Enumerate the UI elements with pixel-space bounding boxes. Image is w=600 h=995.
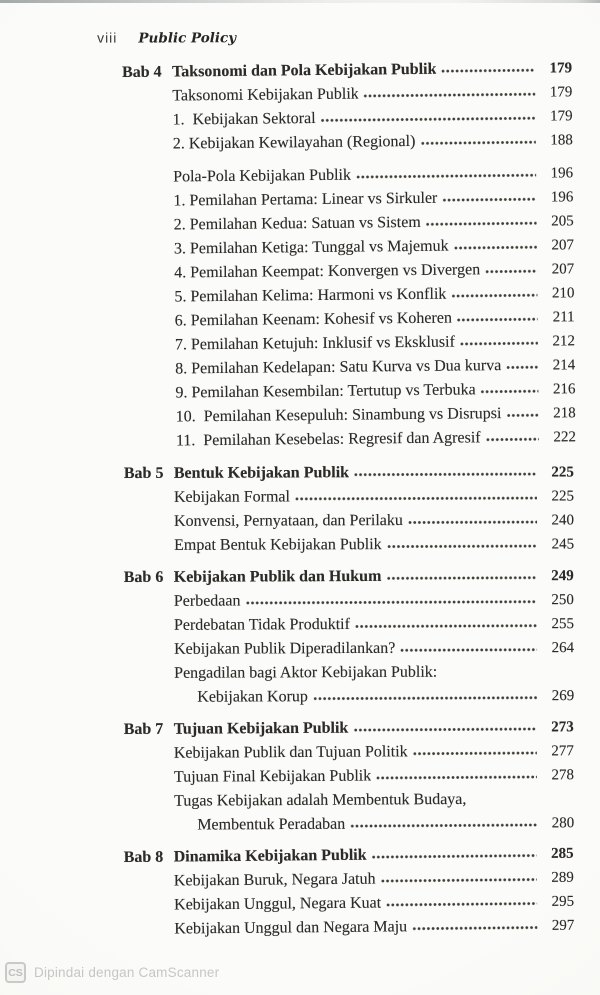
page-number: 297 (551, 917, 575, 934)
toc-group (123, 161, 576, 454)
toc-entry (123, 128, 573, 157)
chapter-label: Bab 5 (123, 464, 164, 483)
page-number: 245 (551, 536, 575, 553)
entry-text: Tugas Kebijakan adalah Membentuk Budaya, (174, 790, 467, 810)
entry-text: Kebijakan Publik dan Tujuan Politik (173, 743, 408, 762)
page-number: 210 (551, 285, 575, 302)
entry-text: Pengadilan bagi Aktor Kebijakan Publik: (174, 663, 438, 682)
entry-text: 4. Pemilahan Keempat: Konvergen vs Divergen (174, 261, 481, 282)
toc-group (122, 80, 573, 157)
page-number: 214 (552, 357, 576, 374)
dot-leader (451, 293, 537, 299)
dot-leader (376, 774, 537, 780)
toc-chapter (124, 842, 575, 942)
dot-leader (457, 317, 538, 323)
toc-entry (124, 811, 574, 838)
toc-entry (124, 484, 574, 510)
page-number: 207 (551, 261, 575, 278)
entry-text: 9. Pemilahan Kesembilan: Tertutup vs Terbuka (175, 381, 476, 402)
toc-group (124, 866, 575, 942)
page-number: 278 (551, 767, 575, 784)
chapter-label: Bab 7 (123, 720, 164, 739)
dot-leader (485, 269, 537, 275)
toc-entry (124, 508, 574, 534)
toc-entry (124, 588, 574, 614)
page-number: 255 (551, 616, 574, 633)
toc-group (124, 484, 574, 558)
entry-text: Kebijakan Korup (197, 688, 308, 706)
chapter-title: Bentuk Kebijakan Publik (173, 464, 350, 482)
table-of-contents (121, 60, 576, 942)
page-number: 295 (551, 893, 575, 910)
toc-group (124, 588, 575, 710)
dot-leader (426, 221, 537, 227)
entry-text: 1. Kebijakan Sektoral (172, 109, 316, 129)
page-number: 273 (551, 719, 574, 736)
entry-text: 8. Pemilahan Kedelapan: Satu Kurva vs Dua kurva (175, 357, 502, 378)
toc-chapter (124, 460, 574, 558)
dot-leader (350, 822, 537, 828)
entry-text: Konvensi, Pernyataan, dan Perilaku (174, 512, 403, 530)
toc-chapter (122, 56, 576, 454)
page-number: 196 (550, 165, 574, 182)
entry-text: 2. Kebijakan Kewilayahan (Regional) (172, 132, 416, 153)
page-number: 207 (551, 237, 574, 254)
toc-entry (124, 787, 574, 814)
page-number: 222 (553, 429, 576, 446)
dot-leader (386, 901, 537, 907)
page-number: 179 (549, 108, 573, 125)
dot-leader (413, 750, 537, 756)
entry-text: Kebijakan Buruk, Negara Jatuh (173, 870, 376, 890)
dot-leader (412, 925, 537, 931)
dot-leader (356, 173, 536, 180)
dot-leader (408, 520, 537, 525)
dot-leader (506, 365, 538, 370)
page-number: 216 (552, 381, 576, 398)
dot-leader (354, 472, 537, 478)
dot-leader (245, 599, 536, 605)
toc-chapter (124, 715, 575, 838)
page-number: 289 (551, 869, 574, 886)
toc-chapter (124, 564, 575, 710)
chapter-title: Tujuan Kebijakan Publik (173, 719, 349, 738)
entry-text: Perdebatan Tidak Produktif (173, 616, 350, 634)
dot-leader (372, 853, 537, 860)
toc-entry (124, 684, 574, 710)
page-number: 264 (551, 640, 575, 657)
page-number: 188 (550, 132, 573, 149)
page-number: 196 (550, 189, 574, 206)
dot-leader (355, 623, 537, 629)
chapter-title: Dinamika Kebijakan Publik (173, 846, 367, 866)
entry-text: Taksonomi Kebijakan Publik (172, 85, 359, 105)
chapter-label: Bab 4 (121, 63, 162, 82)
toc-entry (126, 425, 576, 454)
toc-entry (124, 636, 574, 662)
entry-text: 5. Pemilahan Kelima: Harmoni vs Konflik (174, 285, 447, 306)
dot-leader (442, 197, 536, 203)
toc-entry (124, 612, 574, 638)
toc-entry (124, 763, 574, 790)
page-number: 179 (549, 60, 573, 77)
page-number: 205 (551, 213, 574, 230)
entry-text: Kebijakan Publik Diperadilankan? (174, 639, 396, 658)
page-number: 212 (552, 333, 575, 350)
entry-text: Kebijakan Unggul, Negara Kuat (174, 894, 382, 914)
page-header (0, 0, 600, 47)
entry-text: Perbedaan (173, 592, 241, 610)
page-number: 250 (551, 592, 574, 609)
page-number: 225 (551, 488, 574, 505)
page-number: 179 (549, 84, 573, 101)
chapter-title: Kebijakan Publik dan Hukum (173, 567, 382, 586)
dot-leader (420, 140, 535, 146)
page-number: 218 (553, 405, 576, 422)
entry-text: Pola-Pola Kebijakan Publik (173, 166, 352, 186)
dot-leader (364, 92, 536, 99)
dot-leader (481, 389, 539, 395)
dot-leader (321, 116, 536, 123)
entry-text: 7. Pemilahan Ketujuh: Inklusif vs Eksklusif (174, 333, 455, 354)
running-title: Public Policy (138, 30, 237, 47)
entry-text: 2. Pemilahan Kedua: Satuan vs Sistem (173, 213, 421, 234)
dot-leader (387, 544, 537, 550)
toc-entry (124, 532, 574, 558)
dot-leader (295, 496, 537, 502)
camscanner-logo-icon: CS (5, 962, 26, 983)
dot-leader (400, 647, 537, 653)
dot-leader (441, 68, 535, 74)
entry-text: 10. Pemilahan Kesepuluh: Sinambung vs Disrupsi (175, 405, 502, 426)
entry-text: 6. Pemilahan Keenam: Kohesif vs Koheren (174, 309, 453, 330)
camscanner-watermark (5, 962, 219, 983)
page-number: 240 (551, 512, 575, 529)
entry-text: Kebijakan Unggul dan Negara Maju (174, 918, 408, 938)
entry-text: 3. Pemilahan Ketiga: Tunggal vs Majemuk (173, 237, 449, 258)
chapter-label: Bab 8 (123, 848, 164, 867)
dot-leader (381, 877, 537, 883)
entry-text: 1. Pemilahan Pertama: Linear vs Sirkuler (173, 189, 438, 210)
dot-leader (486, 437, 539, 443)
entry-text: Empat Bentuk Kebijakan Publik (174, 536, 382, 554)
dot-leader (460, 341, 538, 347)
entry-text: Kebijakan Formal (173, 488, 290, 506)
entry-text: Tujuan Final Kebijakan Publik (173, 767, 372, 786)
entry-text: 11. Pemilahan Kesebelas: Regresif dan Agresif (175, 429, 481, 450)
page-number: 225 (551, 464, 574, 481)
page-number: 280 (551, 815, 575, 832)
folio-page-number: viii (97, 29, 118, 46)
page-number: 277 (551, 743, 574, 760)
chapter-label: Bab 6 (123, 568, 164, 587)
dot-leader (313, 695, 537, 701)
toc-entry (124, 739, 574, 766)
page-number: 269 (551, 688, 575, 705)
entry-text: Membentuk Peradaban (197, 815, 346, 834)
toc-chapter-heading (124, 460, 574, 486)
dot-leader (454, 245, 537, 251)
toc-chapter-heading (124, 715, 574, 742)
chapter-title: Taksonomi dan Pola Kebijakan Publik (171, 60, 437, 81)
page-number: 211 (552, 309, 575, 326)
page-number: 249 (551, 568, 574, 585)
dot-leader (386, 575, 536, 581)
toc-chapter-heading (124, 564, 574, 590)
page-number: 285 (551, 845, 574, 862)
toc-group (124, 739, 575, 838)
camscanner-watermark-text: Dipindai dengan CamScanner (34, 965, 220, 980)
toc-entry (124, 660, 574, 686)
toc-entry (124, 914, 574, 942)
dot-leader (353, 726, 536, 732)
dot-leader (506, 413, 538, 418)
